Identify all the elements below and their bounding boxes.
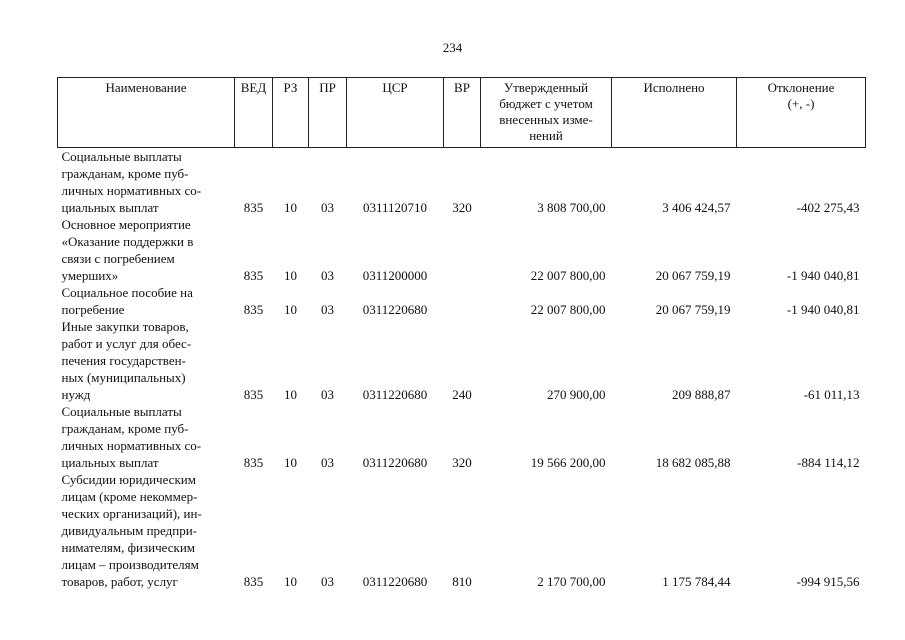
cell-pr: 03 (321, 200, 334, 215)
header-approved-line: внесенных изме- (499, 112, 593, 127)
cell-name-line: ческих организаций), ин- (61, 506, 202, 521)
cell-pr: 03 (321, 302, 334, 317)
cell-name-line: нужд (61, 387, 91, 402)
header-approved-line: Утвержденный (503, 80, 589, 95)
cell-executed: 18 682 085,88 (655, 455, 731, 470)
cell-executed: 1 175 784,44 (662, 574, 731, 589)
cell-pr: 03 (321, 455, 334, 470)
header-deviation (737, 78, 866, 148)
header-deviation-line: Отклонение (767, 80, 835, 95)
cell-deviation: -61 011,13 (803, 387, 860, 402)
cell-rz: 10 (284, 574, 297, 589)
cell-name (58, 403, 235, 471)
cell-approved: 19 566 200,00 (530, 455, 606, 470)
table-row (58, 148, 866, 217)
cell-name-line: погребение (61, 302, 125, 317)
cell-ved: 835 (243, 200, 264, 215)
header-rz: РЗ (273, 78, 309, 148)
cell-name-line: Субсидии юридическим (61, 472, 196, 487)
header-executed: Исполнено (612, 78, 737, 148)
cell-csr: 0311120710 (362, 200, 428, 215)
cell-executed: 20 067 759,19 (655, 268, 731, 283)
cell-name-line: циальных выплат (61, 455, 159, 470)
table-row (58, 284, 866, 318)
cell-csr: 0311200000 (362, 268, 428, 283)
cell-name (58, 318, 235, 403)
cell-name-line: личных нормативных со- (61, 183, 202, 198)
cell-ved: 835 (243, 455, 264, 470)
cell-executed: 3 406 424,57 (662, 200, 731, 215)
table-row (58, 216, 866, 284)
cell-name-line: дивидуальным предпри- (61, 523, 197, 538)
cell-rz: 10 (284, 200, 297, 215)
cell-rz: 10 (284, 302, 297, 317)
cell-rz: 10 (284, 455, 297, 470)
cell-ved: 835 (243, 387, 264, 402)
budget-table (57, 77, 866, 590)
cell-deviation: -994 915,56 (796, 574, 860, 589)
cell-name-line: умерших» (61, 268, 119, 283)
table-row (58, 403, 866, 471)
cell-vr: 320 (452, 455, 472, 470)
cell-executed: 209 888,87 (672, 387, 731, 402)
cell-approved: 270 900,00 (547, 387, 606, 402)
cell-deviation: -1 940 040,81 (786, 302, 860, 317)
cell-name-line: Иные закупки товаров, (61, 319, 189, 334)
cell-name-line: гражданам, кроме пуб- (61, 166, 189, 181)
cell-name-line: нимателям, физическим (61, 540, 196, 555)
cell-pr: 03 (321, 387, 334, 402)
cell-name (58, 471, 235, 590)
cell-name-line: Социальное пособие на (61, 285, 193, 300)
header-ved: ВЕД (235, 78, 273, 148)
cell-name-line: лицам (кроме некоммер- (61, 489, 198, 504)
cell-pr: 03 (321, 268, 334, 283)
table-row (58, 471, 866, 590)
cell-name-line: работ и услуг для обес- (61, 336, 192, 351)
cell-vr: 240 (452, 387, 472, 402)
cell-ved: 835 (243, 302, 264, 317)
cell-deviation: -402 275,43 (796, 200, 860, 215)
cell-name-line: Социальные выплаты (61, 404, 182, 419)
cell-approved: 22 007 800,00 (530, 302, 606, 317)
page-number: 234 (442, 40, 463, 55)
cell-name-line: «Оказание поддержки в (61, 234, 194, 249)
cell-name-line: ных (муниципальных) (61, 370, 186, 385)
cell-pr: 03 (321, 574, 334, 589)
cell-name-line: связи с погребением (61, 251, 175, 266)
cell-name-line: лицам – производителям (61, 557, 199, 572)
header-approved (481, 78, 612, 148)
header-csr: ЦСР (347, 78, 444, 148)
cell-name (58, 216, 235, 284)
cell-name (58, 148, 235, 217)
cell-name-line: печения государствен- (61, 353, 186, 368)
table-header-row (58, 78, 866, 148)
cell-ved: 835 (243, 574, 264, 589)
cell-rz: 10 (284, 387, 297, 402)
cell-csr: 0311220680 (362, 574, 428, 589)
cell-csr: 0311220680 (362, 455, 428, 470)
cell-vr: 320 (452, 200, 472, 215)
header-name: Наименование (58, 78, 235, 148)
cell-approved: 22 007 800,00 (530, 268, 606, 283)
cell-deviation: -1 940 040,81 (786, 268, 860, 283)
cell-approved: 2 170 700,00 (537, 574, 606, 589)
cell-ved: 835 (243, 268, 264, 283)
cell-name-line: гражданам, кроме пуб- (61, 421, 189, 436)
cell-vr (444, 216, 481, 284)
cell-name-line: циальных выплат (61, 200, 159, 215)
header-approved-line: бюджет с учетом (499, 96, 593, 111)
header-vr: ВР (444, 78, 481, 148)
cell-approved: 3 808 700,00 (537, 200, 606, 215)
cell-name-line: личных нормативных со- (61, 438, 202, 453)
cell-vr: 810 (452, 574, 472, 589)
header-approved-line: нений (529, 128, 563, 143)
cell-name-line: Социальные выплаты (61, 149, 182, 164)
cell-name-line: товаров, работ, услуг (61, 574, 178, 589)
header-deviation-line: (+, -) (787, 96, 815, 111)
cell-name (58, 284, 235, 318)
cell-csr: 0311220680 (362, 302, 428, 317)
cell-name-line: Основное мероприятие (61, 217, 191, 232)
cell-vr (444, 284, 481, 318)
cell-executed: 20 067 759,19 (655, 302, 731, 317)
cell-rz: 10 (284, 268, 297, 283)
cell-deviation: -884 114,12 (797, 455, 860, 470)
header-pr: ПР (309, 78, 347, 148)
cell-csr: 0311220680 (362, 387, 428, 402)
table-row (58, 318, 866, 403)
